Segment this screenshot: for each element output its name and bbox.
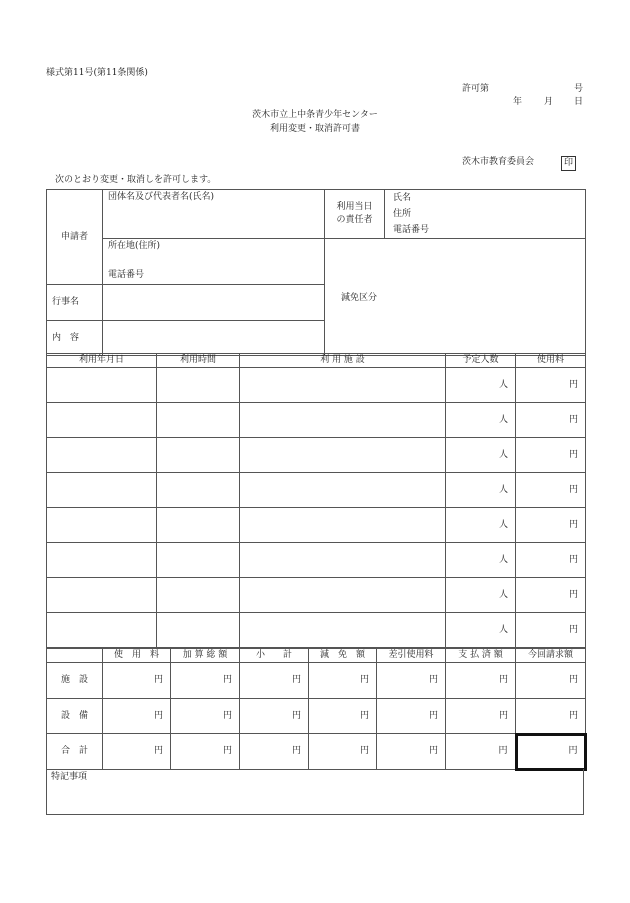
table-row	[47, 613, 586, 648]
usage-time-cell[interactable]	[157, 543, 240, 578]
table-row	[47, 508, 586, 543]
phone-label: 電話番号	[108, 269, 145, 280]
usage-fee-cell[interactable]: 円	[516, 613, 586, 648]
form-number: 様式第11号(第11条関係)	[46, 68, 148, 78]
billed-total-cell[interactable]: 円	[516, 734, 586, 770]
group-name-field[interactable]	[103, 190, 325, 239]
usage-date-cell[interactable]	[47, 438, 157, 473]
remarks-label: 特記事項	[51, 772, 88, 782]
fee-cell[interactable]: 円	[240, 699, 309, 734]
table-row	[47, 663, 586, 699]
usage-header-people: 予定人数	[446, 354, 516, 368]
usage-time-cell[interactable]	[157, 403, 240, 438]
fee-cell[interactable]: 円	[309, 734, 377, 770]
usage-fee-cell[interactable]: 円	[516, 368, 586, 403]
content-field[interactable]	[103, 321, 325, 356]
date-day-label: 日	[574, 97, 584, 107]
fee-cell[interactable]: 円	[171, 663, 240, 699]
table-row	[47, 578, 586, 613]
table-row	[47, 368, 586, 403]
fee-header-paid: 支 払 済 額	[446, 649, 516, 663]
responsible-person-label: 利用当日 の責任者	[325, 190, 385, 239]
usage-fee-cell[interactable]: 円	[516, 578, 586, 613]
issuer-name: 茨木市教育委員会	[462, 157, 535, 167]
usage-fee-cell[interactable]: 円	[516, 438, 586, 473]
usage-facility-cell[interactable]	[240, 543, 446, 578]
fee-cell[interactable]: 円	[377, 663, 446, 699]
fee-header-subtotal: 小 計	[240, 649, 309, 663]
exemption-label: 減免区分	[341, 293, 378, 303]
remarks-box[interactable]	[46, 769, 584, 815]
usage-people-cell[interactable]: 人	[446, 473, 516, 508]
usage-header-time: 利用時間	[157, 354, 240, 368]
fee-row-label-facility: 施 設	[47, 663, 103, 699]
fee-cell[interactable]: 円	[240, 734, 309, 770]
fee-header-billed: 今回請求額	[516, 649, 586, 663]
usage-date-cell[interactable]	[47, 473, 157, 508]
table-row	[47, 699, 586, 734]
address-field[interactable]	[103, 239, 325, 285]
fee-cell[interactable]: 円	[446, 734, 516, 770]
exemption-field[interactable]	[325, 239, 586, 356]
fee-cell[interactable]: 円	[516, 699, 586, 734]
usage-facility-cell[interactable]	[240, 403, 446, 438]
usage-people-cell[interactable]: 人	[446, 613, 516, 648]
usage-header-date: 利用年月日	[47, 354, 157, 368]
seal-stamp: 印	[561, 156, 576, 171]
fee-row-label-total: 合 計	[47, 734, 103, 770]
responsible-name-label: 氏名	[393, 193, 412, 203]
usage-time-cell[interactable]	[157, 578, 240, 613]
fee-cell[interactable]: 円	[309, 699, 377, 734]
responsible-person-field[interactable]	[385, 190, 586, 239]
responsible-phone-label: 電話番号	[393, 225, 430, 235]
fee-header-net: 差引使用料	[377, 649, 446, 663]
fee-cell[interactable]: 円	[446, 663, 516, 699]
usage-time-cell[interactable]	[157, 508, 240, 543]
usage-fee-cell[interactable]: 円	[516, 473, 586, 508]
fee-header-blank	[47, 649, 103, 663]
group-name-label: 団体名及び代表者名(氏名)	[108, 192, 215, 202]
event-name-field[interactable]	[103, 285, 325, 321]
fee-cell[interactable]: 円	[446, 699, 516, 734]
fee-cell[interactable]: 円	[103, 734, 171, 770]
address-label: 所在地(住所)	[108, 241, 161, 251]
usage-date-cell[interactable]	[47, 403, 157, 438]
date-year-label: 年	[513, 97, 523, 107]
usage-header-facility: 利 用 施 設	[240, 354, 446, 368]
usage-date-cell[interactable]	[47, 368, 157, 403]
usage-facility-cell[interactable]	[240, 613, 446, 648]
fee-summary-table	[46, 648, 587, 771]
usage-facility-cell[interactable]	[240, 508, 446, 543]
table-row	[47, 543, 586, 578]
date-month-label: 月	[544, 97, 554, 107]
usage-people-cell[interactable]: 人	[446, 368, 516, 403]
fee-header-surcharge: 加 算 総 額	[171, 649, 240, 663]
usage-fee-cell[interactable]: 円	[516, 508, 586, 543]
fee-row-label-equipment: 設 備	[47, 699, 103, 734]
document-title: 利用変更・取消許可書	[269, 124, 360, 134]
event-name-label: 行事名	[47, 285, 103, 321]
usage-date-cell[interactable]	[47, 543, 157, 578]
usage-time-cell[interactable]	[157, 438, 240, 473]
usage-facility-cell[interactable]	[240, 368, 446, 403]
fee-cell[interactable]: 円	[377, 734, 446, 770]
table-row	[47, 734, 586, 770]
fee-cell[interactable]: 円	[309, 663, 377, 699]
usage-time-cell[interactable]	[157, 613, 240, 648]
fee-header-exemption: 減 免 額	[309, 649, 377, 663]
usage-date-cell[interactable]	[47, 613, 157, 648]
fee-cell[interactable]: 円	[171, 699, 240, 734]
permit-number-label: 許可第	[462, 84, 490, 94]
usage-facility-cell[interactable]	[240, 438, 446, 473]
usage-people-cell[interactable]: 人	[446, 508, 516, 543]
fee-cell[interactable]: 円	[103, 663, 171, 699]
usage-time-cell[interactable]	[157, 473, 240, 508]
table-row	[47, 473, 586, 508]
usage-facility-cell[interactable]	[240, 473, 446, 508]
document-title-facility: 茨木市立上中条青少年センター	[252, 110, 378, 120]
usage-time-cell[interactable]	[157, 368, 240, 403]
fee-cell[interactable]: 円	[171, 734, 240, 770]
intro-text: 次のとおり変更・取消しを許可します。	[55, 175, 217, 185]
usage-people-cell[interactable]: 人	[446, 543, 516, 578]
applicant-label: 申請者	[47, 190, 103, 285]
usage-fee-cell[interactable]: 円	[516, 403, 586, 438]
usage-table	[46, 353, 586, 648]
permit-number-suffix: 号	[574, 84, 584, 94]
content-label: 内 容	[47, 321, 103, 356]
fee-header-usage: 使 用 料	[103, 649, 171, 663]
usage-header-fee: 使用料	[516, 354, 586, 368]
fee-cell[interactable]: 円	[516, 663, 586, 699]
table-row	[47, 403, 586, 438]
fee-cell[interactable]: 円	[103, 699, 171, 734]
applicant-table	[46, 189, 586, 356]
usage-people-cell[interactable]: 人	[446, 438, 516, 473]
responsible-address-label: 住所	[393, 209, 412, 219]
usage-date-cell[interactable]	[47, 578, 157, 613]
table-row	[47, 438, 586, 473]
fee-cell[interactable]: 円	[377, 699, 446, 734]
usage-people-cell[interactable]: 人	[446, 403, 516, 438]
usage-fee-cell[interactable]: 円	[516, 543, 586, 578]
usage-people-cell[interactable]: 人	[446, 578, 516, 613]
usage-date-cell[interactable]	[47, 508, 157, 543]
fee-cell[interactable]: 円	[240, 663, 309, 699]
usage-facility-cell[interactable]	[240, 578, 446, 613]
